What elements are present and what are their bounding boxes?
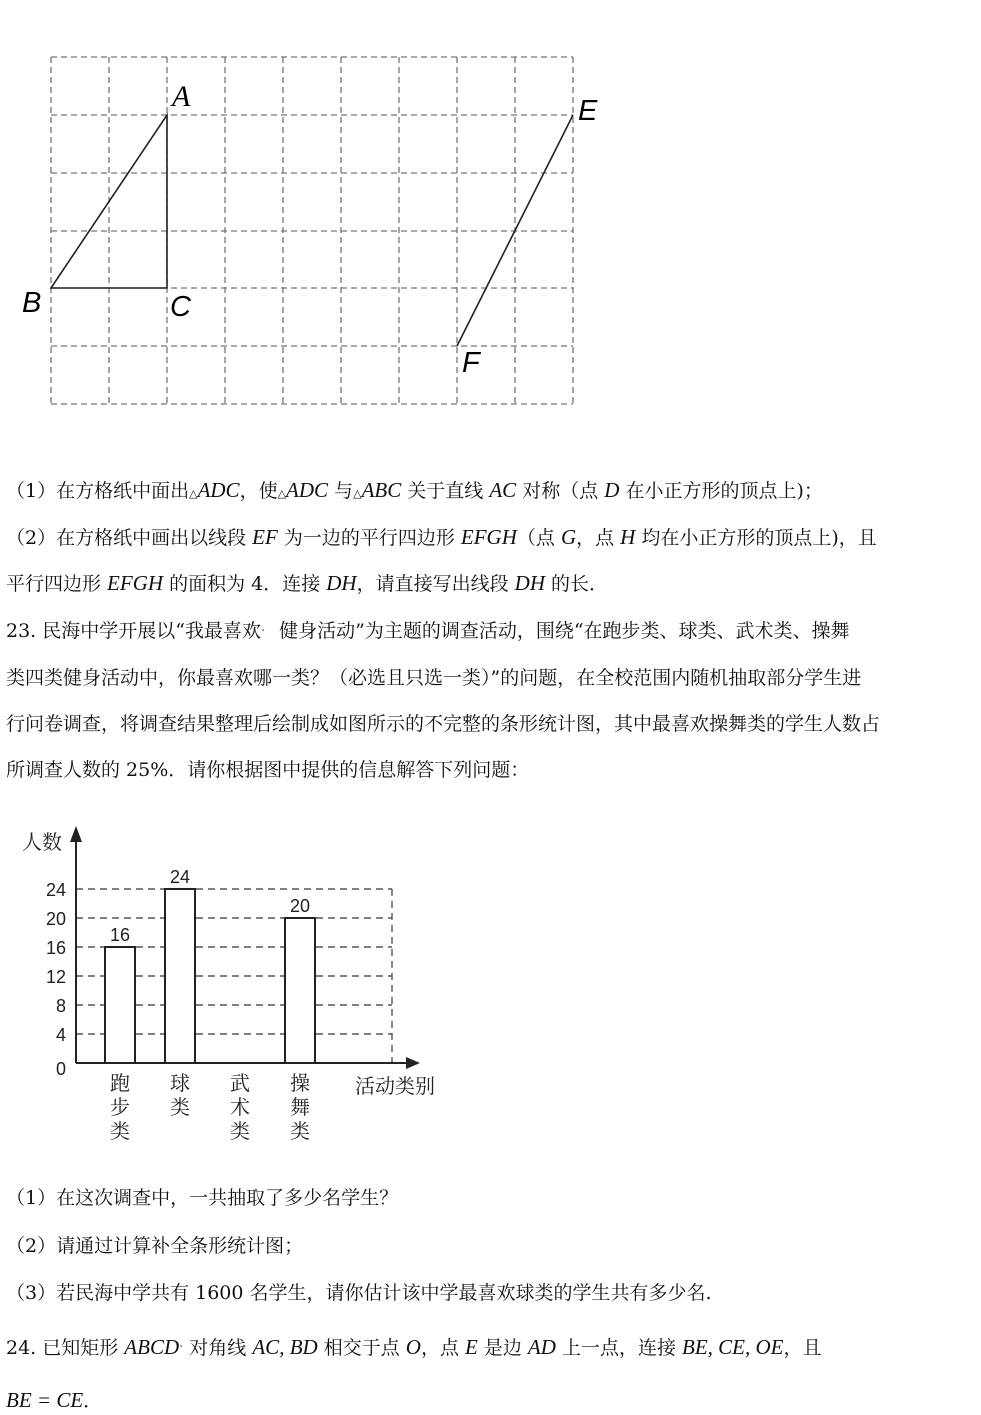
triangle-symbol: △ [277, 487, 287, 500]
q24-line1: 24. 已知矩形 ABCD• 对角线 AC, BD 相交于点 O，点 E 是边 AD 上一点，连接 BE, CE, OE，且 [6, 1335, 822, 1359]
y-tick-label: 8 [55, 996, 66, 1016]
bar-value-label: 20 [289, 896, 311, 916]
grid-figure [0, 40, 620, 420]
q23-line1: 23. 民海中学开展以“我最喜欢• 健身活动”为主题的调查活动，围绕“在跑步类、球类、武术类、操舞 [6, 620, 850, 642]
label-f: F [462, 347, 480, 379]
q22-part1: （1）在方格纸中面出△ADC，使△ADC 与△ABC 关于直线 AC 对称（点 D 在小正方形的顶点上)； [6, 478, 823, 502]
y-tick-label: 12 [45, 967, 66, 987]
y-tick-label: 16 [45, 938, 66, 958]
category-label: 类 [170, 1097, 190, 1119]
y-tick-label: 0 [55, 1059, 66, 1079]
q23-line3: 行问卷调查，将调查结果整理后绘制成如图所示的不完整的条形统计图，其中最喜欢操舞类的学生人数占 [6, 713, 881, 735]
label-b: B [22, 287, 42, 319]
q24-line2: BE = CE． [6, 1388, 103, 1412]
chart-labels [22, 831, 435, 1143]
y-axis-title: 人数 [22, 832, 62, 854]
x-axis-title: 活动类别 [355, 1076, 435, 1098]
triangle-symbol: △ [353, 487, 362, 500]
category-label: 类 [110, 1121, 130, 1143]
q23-question1: （1）在这次调查中，一共抽取了多少名学生？ [6, 1187, 399, 1209]
triangle-symbol: △ [189, 487, 198, 500]
bar-value-label: 24 [169, 867, 191, 887]
label-a: A [172, 80, 191, 113]
bar [105, 947, 135, 1063]
bar-chart [0, 815, 460, 1155]
label-c: C [170, 291, 191, 323]
q22-part2: （2）在方格纸中画出以线段 EF 为一边的平行四边形 EFGH（点 G，点 H 均在小正方形的顶点上)，且 [6, 525, 877, 549]
category-label: 球 [170, 1073, 190, 1095]
bar [165, 889, 195, 1063]
category-label: 步 [110, 1097, 130, 1119]
q23-question2: （2）请通过计算补全条形统计图； [6, 1235, 304, 1257]
grid-lines [51, 57, 573, 404]
y-tick-label: 20 [45, 909, 66, 929]
y-axis-arrow [70, 826, 82, 842]
category-label: 术 [230, 1097, 250, 1119]
small-mark-icon: • [179, 1343, 184, 1351]
category-label: 武 [230, 1073, 250, 1095]
bar-value-label: 16 [109, 925, 131, 945]
y-tick-label: 4 [55, 1025, 66, 1045]
q23-line4: 所调查人数的 25%．请你根据图中提供的信息解答下列问题： [6, 759, 530, 781]
y-tick-label: 24 [45, 880, 66, 900]
q23-line2: 类四类健身活动中，你最喜欢哪一类？（必选且只选一类）”的问题，在全校范围内随机抽取部分学生进 [6, 667, 862, 689]
bar [285, 918, 315, 1063]
q23-question3: （3）若民海中学共有 1600 名学生，请你估计该中学最喜欢球类的学生共有多少名. [6, 1282, 712, 1304]
category-label: 类 [290, 1121, 310, 1143]
q22-part2-cont: 平行四边形 EFGH 的面积为 4．连接 DH，请直接写出线段 DH 的长． [6, 571, 609, 595]
x-axis-arrow [406, 1057, 420, 1069]
category-label: 跑 [110, 1073, 130, 1095]
category-label: 操 [290, 1073, 310, 1095]
category-label: 类 [230, 1121, 250, 1143]
small-mark-icon: • [260, 627, 266, 635]
category-label: 舞 [290, 1097, 310, 1119]
label-e: E [578, 95, 598, 127]
